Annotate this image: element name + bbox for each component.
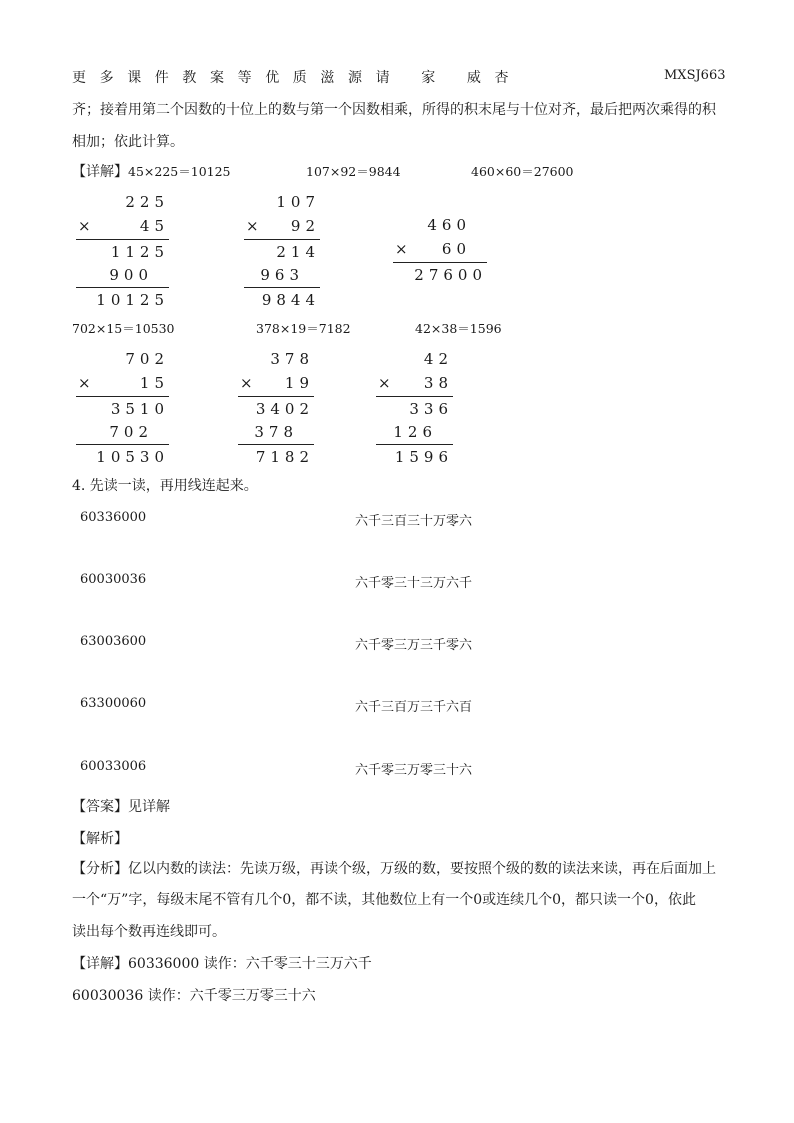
match-reading-3[interactable]: 六千零三万三千零六 <box>355 638 473 653</box>
analysis-line-2: 一个“万”字，每级末尾不管有几个0，都不读，其他数位上有一个0或连续几个0，都只读一个0，依此 <box>72 892 696 908</box>
vertical-calc-107x92 <box>244 190 320 312</box>
calc-row: 27600 <box>414 266 487 284</box>
analysis-line-3: 读出每个数再连线即可。 <box>72 924 226 940</box>
calc-row: 126 <box>393 423 437 441</box>
analysis-label: 【解析】 <box>72 831 128 847</box>
calc-row: 107 <box>276 193 320 211</box>
analysis-text-1: 亿以内数的读法：先读万级，再读个级，万级的数，要按照个级的数的读法来读，再在后面加上 <box>128 861 716 877</box>
calc-row: 3402 <box>255 400 314 418</box>
calc-row: 7182 <box>255 448 314 466</box>
equation-107x92: 107×92＝9844 <box>306 164 401 179</box>
final-detail-line-2: 60030036 读作：六千零三万零三十六 <box>72 988 316 1004</box>
calc-row: 214 <box>276 243 320 261</box>
calc-row: 10125 <box>96 291 169 309</box>
answer-text: 见详解 <box>128 799 170 815</box>
calc-row: 60 <box>441 240 471 258</box>
final-detail-label: 【详解】 <box>72 956 128 972</box>
calc-row: 3510 <box>110 400 169 418</box>
calc-row: 702 <box>109 423 153 441</box>
question-4-title: 4. 先读一读，再用线连起来。 <box>72 478 258 494</box>
vertical-calc-702x15 <box>76 347 169 469</box>
calc-row: 378 <box>270 350 314 368</box>
calc-row: 45 <box>139 217 169 235</box>
match-number-3[interactable]: 63003600 <box>80 634 147 649</box>
calc-row: 1125 <box>110 243 169 261</box>
calc-row: 42 <box>423 350 453 368</box>
multiply-sign: × <box>246 217 259 235</box>
intro-line-1: 齐；接着用第二个因数的十位上的数与第一个因数相乘，所得的积末尾与十位对齐，最后把两次乘得的积 <box>72 102 716 118</box>
match-number-4[interactable]: 63300060 <box>80 696 147 711</box>
calc-row: 702 <box>125 350 169 368</box>
equation-702x15: 702×15＝10530 <box>72 321 175 336</box>
calc-row: 38 <box>423 374 453 392</box>
match-reading-4[interactable]: 六千三百万三千六百 <box>355 700 473 715</box>
multiply-sign: × <box>78 374 91 392</box>
match-reading-2[interactable]: 六千零三十三万六千 <box>355 576 473 591</box>
calc-row: 336 <box>409 400 453 418</box>
calc-row: 963 <box>260 266 304 284</box>
multiply-sign: × <box>395 240 408 258</box>
vertical-calc-42x38 <box>376 347 453 469</box>
vertical-calc-460x60 <box>393 213 487 287</box>
match-number-2[interactable]: 60030036 <box>80 572 147 587</box>
analysis-sub-label: 【分析】 <box>72 861 128 877</box>
calc-row: 15 <box>139 374 169 392</box>
multiply-sign: × <box>378 374 391 392</box>
equation-42x38: 42×38＝1596 <box>415 321 502 336</box>
final-detail-text-1: 60336000 读作：六千零三十三万六千 <box>128 956 372 972</box>
analysis-line-1 <box>72 858 716 878</box>
multiply-sign: × <box>78 217 91 235</box>
answer-line <box>72 796 170 816</box>
calc-row: 378 <box>254 423 298 441</box>
calc-row: 225 <box>125 193 169 211</box>
multiply-sign: × <box>240 374 253 392</box>
vertical-calc-378x19 <box>238 347 314 469</box>
detail-label: 【详解】 <box>72 164 128 180</box>
equation-378x19: 378×19＝7182 <box>256 321 351 336</box>
calc-row: 19 <box>284 374 314 392</box>
match-reading-1[interactable]: 六千三百三十万零六 <box>355 514 473 529</box>
calc-row: 10530 <box>96 448 169 466</box>
intro-line-2: 相加；依此计算。 <box>72 134 184 150</box>
header-right-code: MXSJ663 <box>664 68 726 83</box>
equation-460x60: 460×60＝27600 <box>471 164 574 179</box>
calc-row: 1596 <box>394 448 453 466</box>
equation-45x225: 45×225＝10125 <box>128 164 231 179</box>
calc-row: 9844 <box>261 291 320 309</box>
match-number-1[interactable]: 60336000 <box>80 510 147 525</box>
calc-row: 900 <box>109 266 153 284</box>
calc-row: 92 <box>290 217 320 235</box>
final-detail-line-1 <box>72 953 372 973</box>
match-reading-5[interactable]: 六千零三万零三十六 <box>355 763 473 778</box>
calc-row: 460 <box>427 216 471 234</box>
match-number-5[interactable]: 60033006 <box>80 759 147 774</box>
answer-label: 【答案】 <box>72 799 128 815</box>
vertical-calc-225x45 <box>76 190 169 312</box>
header-left-text: 更多课件教案等优质滋源请 家 威杏 <box>72 70 523 86</box>
